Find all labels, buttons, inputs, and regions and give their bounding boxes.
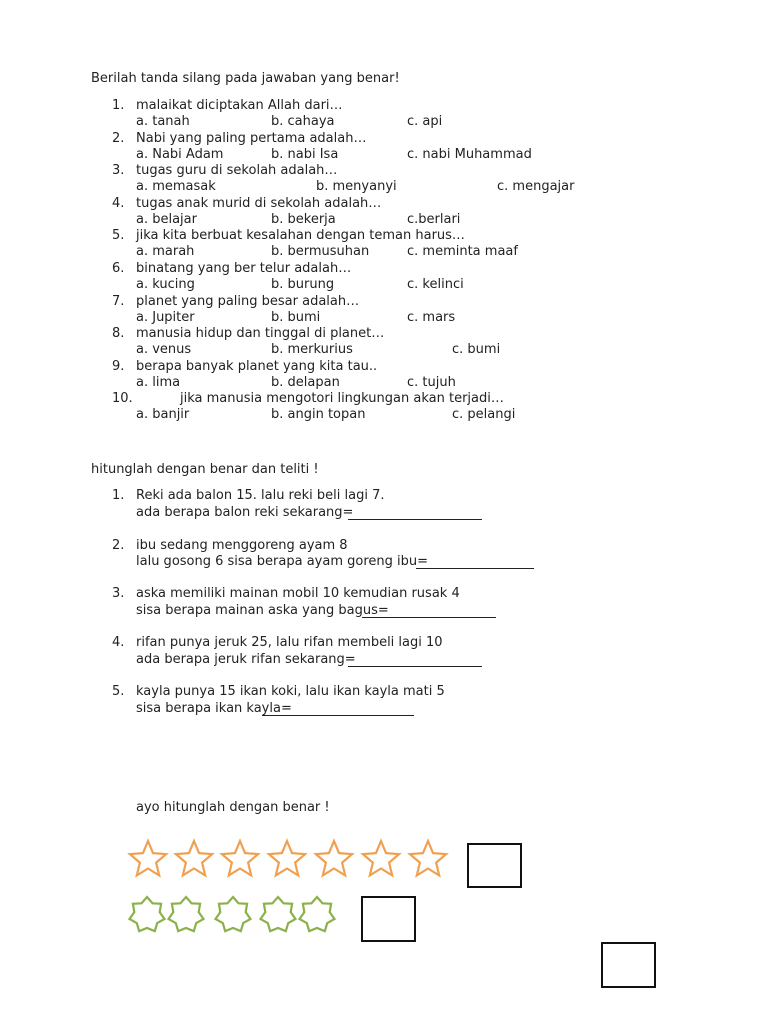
question-number: 10.	[112, 391, 133, 407]
instruction-1: Berilah tanda silang pada jawaban yang benar!	[91, 71, 400, 86]
question-number: 4.	[112, 195, 125, 211]
orange-star-icon	[410, 841, 446, 875]
option-b[interactable]: b. nabi Isa	[271, 146, 339, 162]
answer-line[interactable]	[362, 617, 496, 618]
option-b[interactable]: b. bumi	[271, 309, 321, 325]
green-star-icon	[216, 897, 251, 931]
question-text: planet yang paling besar adalah…	[136, 293, 360, 309]
problem-question: ada berapa balon reki sekarang=	[136, 505, 354, 520]
problem-number: 1.	[112, 488, 125, 503]
option-c[interactable]: c. pelangi	[452, 407, 516, 423]
problem-number: 5.	[112, 684, 125, 699]
question-number: 2.	[112, 130, 125, 146]
option-a[interactable]: a. memasak	[136, 179, 216, 195]
answer-line[interactable]	[416, 568, 534, 569]
option-b[interactable]: b. angin topan	[271, 407, 366, 423]
option-a[interactable]: a. venus	[136, 342, 192, 358]
option-a[interactable]: a. lima	[136, 374, 181, 390]
option-c[interactable]: c. bumi	[452, 342, 501, 358]
answer-box-green[interactable]	[361, 896, 416, 942]
answer-line[interactable]	[348, 519, 482, 520]
question-text: jika manusia mengotori lingkungan akan terjadi…	[180, 391, 504, 407]
problem-question: sisa berapa ikan kayla=	[136, 701, 292, 716]
orange-star-icon	[176, 841, 212, 875]
question-number: 6.	[112, 261, 125, 276]
option-a[interactable]: a. Jupiter	[136, 309, 195, 325]
option-a[interactable]: a. banjir	[136, 407, 190, 423]
question-text: Nabi yang paling pertama adalah…	[136, 130, 367, 146]
answer-line[interactable]	[348, 666, 482, 667]
option-c[interactable]: c. kelinci	[407, 277, 464, 292]
option-b[interactable]: b. menyanyi	[316, 179, 397, 195]
question-number: 8.	[112, 326, 125, 342]
question-text: binatang yang ber telur adalah…	[136, 261, 352, 276]
question-text: jika kita berbuat kesalahan dengan teman harus…	[136, 228, 465, 244]
answer-box-total[interactable]	[601, 942, 656, 988]
green-star-icon	[130, 897, 165, 931]
option-c[interactable]: c. api	[407, 114, 443, 129]
option-c[interactable]: c. nabi Muhammad	[407, 146, 532, 162]
orange-star-icon	[222, 841, 258, 875]
orange-star-icon	[269, 841, 305, 875]
option-c[interactable]: c. meminta maaf	[407, 244, 518, 260]
question-number: 3.	[112, 163, 125, 179]
question-text: tugas guru di sekolah adalah…	[136, 163, 338, 179]
orange-star-icon	[316, 841, 352, 875]
option-b[interactable]: b. delapan	[271, 374, 340, 390]
green-star-icon	[261, 897, 296, 931]
question-text: tugas anak murid di sekolah adalah…	[136, 195, 382, 211]
question-number: 5.	[112, 228, 125, 244]
problem-text: rifan punya jeruk 25, lalu rifan membeli lagi 10	[136, 635, 443, 650]
option-a[interactable]: a. kucing	[136, 277, 195, 292]
green-star-icon	[300, 897, 335, 931]
option-c[interactable]: c. mars	[407, 309, 456, 325]
problem-text: aska memiliki mainan mobil 10 kemudian rusak 4	[136, 586, 460, 601]
problem-number: 3.	[112, 586, 125, 601]
orange-star-icon	[363, 841, 399, 875]
option-a[interactable]: a. marah	[136, 244, 195, 260]
option-b[interactable]: b. cahaya	[271, 114, 335, 129]
answer-box-orange[interactable]	[467, 843, 522, 888]
option-c[interactable]: c. mengajar	[497, 179, 575, 195]
problem-text: ibu sedang menggoreng ayam 8	[136, 538, 348, 553]
question-number: 9.	[112, 358, 125, 374]
problem-text: kayla punya 15 ikan koki, lalu ikan kayla mati 5	[136, 684, 445, 699]
problem-question: ada berapa jeruk rifan sekarang=	[136, 652, 356, 667]
instruction-2: hitunglah dengan benar dan teliti !	[91, 462, 319, 477]
option-b[interactable]: b. merkurius	[271, 342, 353, 358]
problem-question: sisa berapa mainan aska yang bagus=	[136, 603, 389, 618]
option-a[interactable]: a. belajar	[136, 211, 197, 227]
orange-star-icon	[130, 841, 166, 875]
instruction-3: ayo hitunglah dengan benar !	[136, 800, 330, 815]
option-a[interactable]: a. Nabi Adam	[136, 146, 224, 162]
question-number: 1.	[112, 98, 125, 113]
option-b[interactable]: b. bekerja	[271, 211, 336, 227]
problem-question: lalu gosong 6 sisa berapa ayam goreng ibu=	[136, 554, 428, 569]
option-b[interactable]: b. burung	[271, 277, 335, 292]
option-b[interactable]: b. bermusuhan	[271, 244, 370, 260]
question-text: malaikat diciptakan Allah dari…	[136, 98, 343, 113]
option-c[interactable]: c.berlari	[407, 211, 461, 227]
option-c[interactable]: c. tujuh	[407, 374, 456, 390]
problem-number: 2.	[112, 538, 125, 553]
option-a[interactable]: a. tanah	[136, 114, 190, 129]
answer-line[interactable]	[262, 715, 414, 716]
green-star-icon	[169, 897, 204, 931]
problem-text: Reki ada balon 15. lalu reki beli lagi 7.	[136, 488, 385, 503]
question-number: 7.	[112, 293, 125, 309]
question-text: manusia hidup dan tinggal di planet…	[136, 326, 385, 342]
question-text: berapa banyak planet yang kita tau..	[136, 358, 378, 374]
problem-number: 4.	[112, 635, 125, 650]
